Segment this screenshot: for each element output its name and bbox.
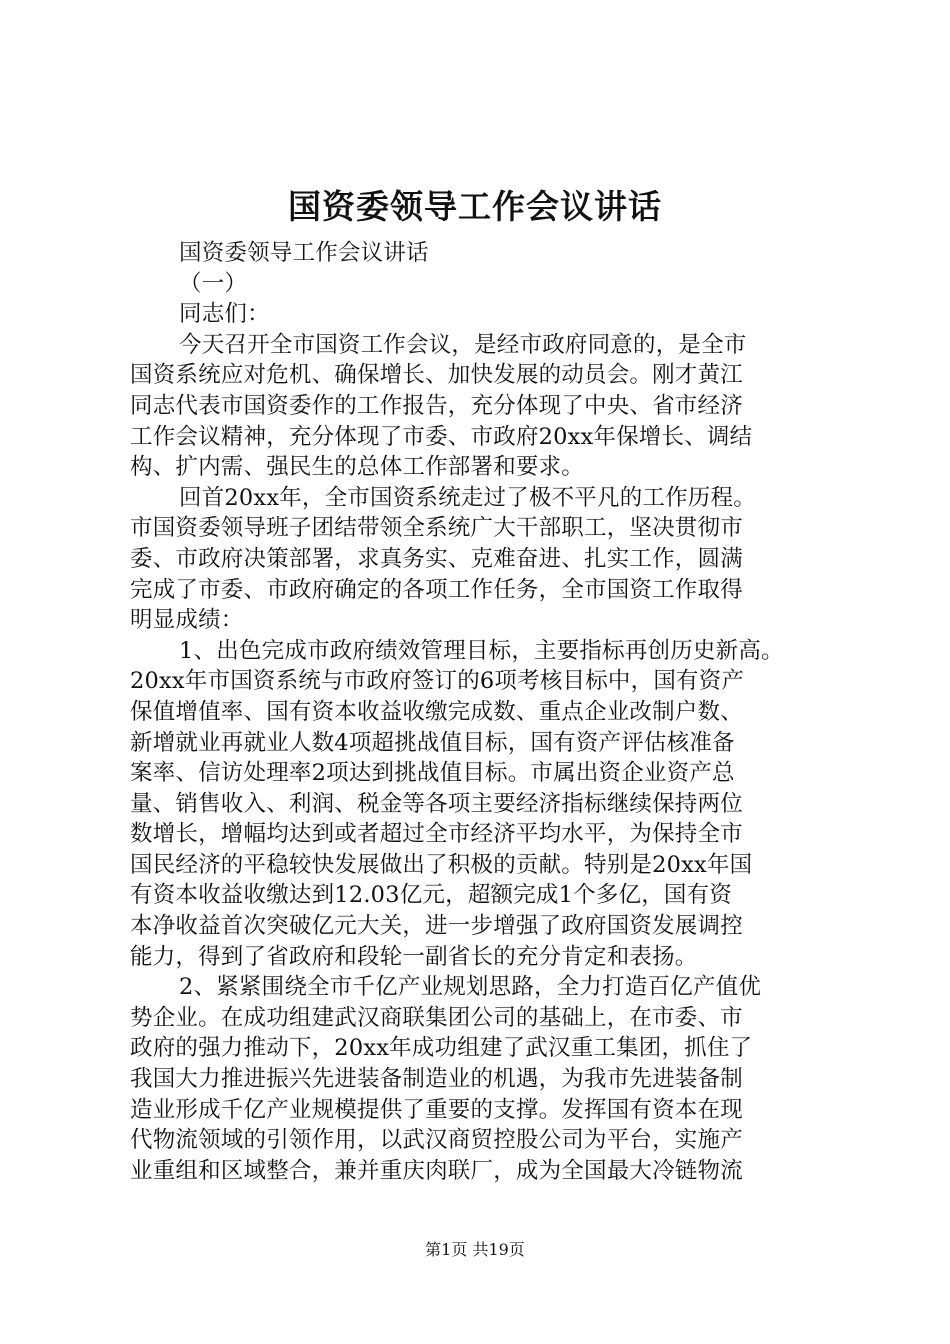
text-line: 工作会议精神，充分体现了市委、市政府20xx年保增长、调结 — [130, 423, 753, 450]
text-line: 市国资委领导班子团结带领全系统广大干部职工，坚决贯彻市 — [130, 515, 743, 542]
text-line: 20xx年市国资系统与市政府签订的6项考核目标中，国有资产 — [130, 668, 745, 695]
text-line: 业重组和区域整合，兼并重庆肉联厂，成为全国最大冷链物流 — [130, 1157, 743, 1184]
text-line: 本净收益首次突破亿元大关，进一步增强了政府国资发展调控 — [130, 913, 743, 940]
text-line: 有资本收益收缴达到12.03亿元，超额完成1个多亿，国有资 — [130, 882, 733, 909]
text-line: 我国大力推进振兴先进装备制造业的机遇，为我市先进装备制 — [130, 1066, 743, 1093]
text-line: 造业形成千亿产业规模提供了重要的支撑。发挥国有资本在现 — [130, 1096, 743, 1123]
text-line: 国民经济的平稳较快发展做出了积极的贡献。特别是20xx年国 — [130, 851, 753, 878]
text-line: 今天召开全市国资工作会议，是经市政府同意的，是全市 — [179, 331, 747, 358]
text-line: 政府的强力推动下，20xx年成功组建了武汉重工集团，抓住了 — [130, 1035, 753, 1062]
text-line: 量、销售收入、利润、税金等各项主要经济指标继续保持两位 — [130, 790, 743, 817]
text-line: 案率、信访处理率2项达到挑战值目标。市属出资企业资产总 — [130, 760, 735, 787]
text-line: （一） — [179, 270, 248, 297]
text-line: 明显成绩： — [130, 607, 244, 634]
text-line: 1、出色完成市政府绩效管理目标，主要指标再创历史新高。 — [179, 637, 784, 664]
text-line: 新增就业再就业人数4项超挑战值目标，国有资产评估核准备 — [130, 729, 735, 756]
text-line: 构、扩内需、强民生的总体工作部署和要求。 — [130, 454, 585, 481]
text-line: 同志代表市国资委作的工作报告，充分体现了中央、省市经济 — [130, 392, 743, 419]
page-footer: 第1页 共19页 — [425, 1240, 525, 1259]
text-line: 代物流领域的引领作用，以武汉商贸控股公司为平台，实施产 — [130, 1127, 743, 1154]
document-body — [130, 238, 830, 1186]
text-line: 完成了市委、市政府确定的各项工作任务，全市国资工作取得 — [130, 576, 743, 603]
text-line: 国资系统应对危机、确保增长、加快发展的动员会。刚才黄江 — [130, 362, 743, 389]
text-line: 同志们： — [179, 301, 270, 328]
text-line: 保值增值率、国有资本收益收缴完成数、重点企业改制户数、 — [130, 698, 743, 725]
text-line: 国资委领导工作会议讲话 — [179, 240, 429, 266]
text-line: 委、市政府决策部署，求真务实、克难奋进、扎实工作，圆满 — [130, 545, 743, 572]
document-title: 国资委领导工作会议讲话 — [288, 187, 662, 226]
text-line: 回首20xx年，全市国资系统走过了极不平凡的工作历程。 — [179, 484, 756, 511]
text-line: 能力，得到了省政府和段轮一副省长的充分肯定和表扬。 — [130, 943, 698, 970]
text-line: 势企业。在成功组建武汉商联集团公司的基础上，在市委、市 — [130, 1004, 743, 1031]
text-line: 数增长，增幅均达到或者超过全市经济平均水平，为保持全市 — [130, 821, 743, 848]
text-line: 2、紧紧围绕全市千亿产业规划思路，全力打造百亿产值优 — [179, 974, 762, 1001]
